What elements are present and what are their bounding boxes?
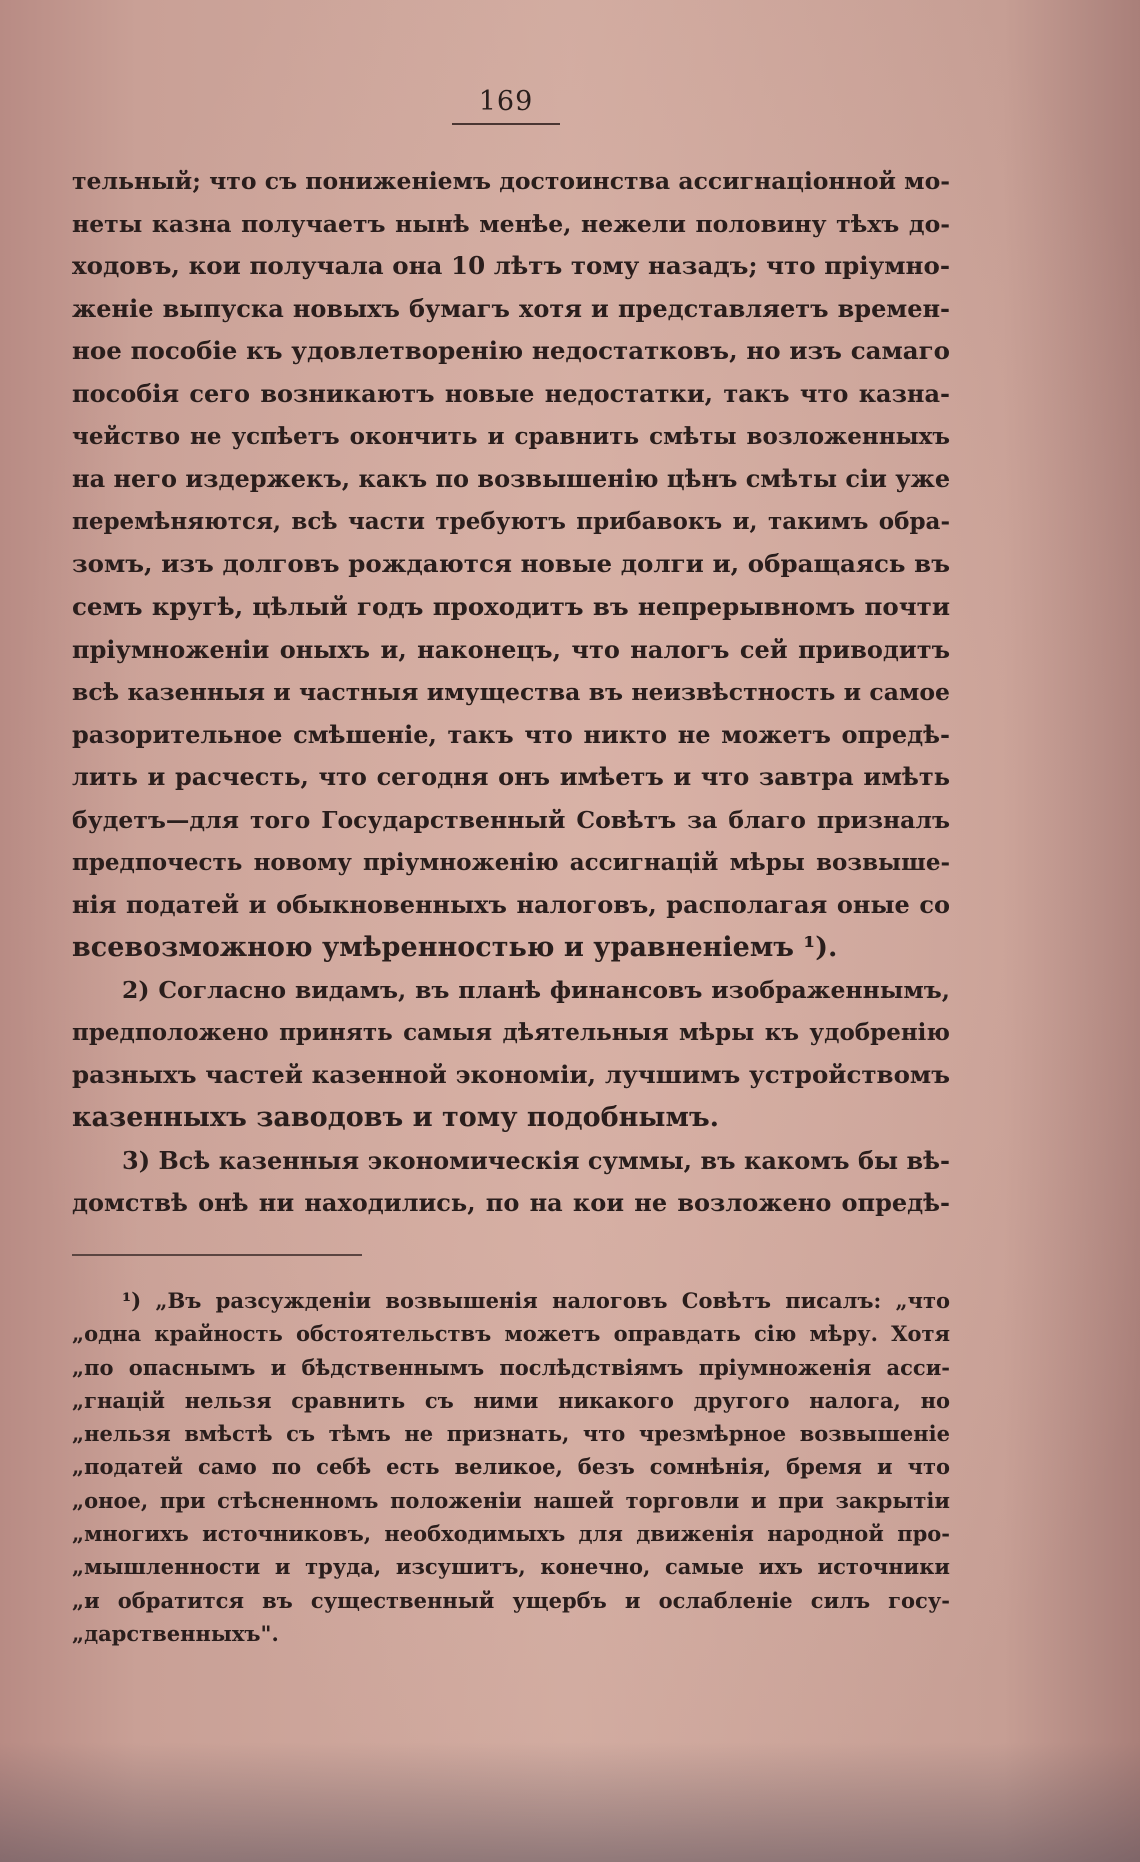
text-line: предпочесть новому пріумноженію ассигнацій мѣры возвыше- [72, 848, 950, 876]
text-line: пособія сего возникаютъ новые недостатки, такъ что казна- [72, 378, 950, 408]
page-number: 169 [478, 86, 534, 117]
text-line: разорительное смѣшеніе, такъ что никто не можетъ опредѣ- [72, 719, 950, 749]
text-line: неты казна получаетъ нынѣ менѣе, нежели половину тѣхъ до- [72, 209, 950, 238]
text-line: будетъ—для того Государственный Совѣтъ за благо призналъ [72, 805, 950, 834]
footnote-line: „по опаснымъ и бѣдственнымъ послѣдствіямъ пріумноженія асси- [72, 1354, 950, 1380]
text-line: предположено принять самыя дѣятельныя мѣры къ удобренію [72, 1018, 950, 1046]
footnote-line: „оное, при стѣсненномъ положеніи нашей торговли и при закрытіи [72, 1487, 950, 1513]
text-line: разныхъ частей казенной экономіи, лучшимъ устройствомъ [72, 1060, 950, 1090]
text-line: всевозможною умѣренностью и уравненіемъ ¹). [72, 931, 838, 963]
text-line: зомъ, изъ долговъ рождаются новые долги и, обращаясь въ [72, 549, 950, 579]
text-line: домствѣ онѣ ни находились, по на кои не возложено опредѣ- [72, 1188, 950, 1218]
text-line: 2) Согласно видамъ, въ планѣ финансовъ изображеннымъ, [122, 976, 950, 1005]
text-line: 3) Всѣ казенныя экономическія суммы, въ какомъ бы вѣ- [122, 1145, 950, 1175]
text-line: перемѣняются, всѣ части требуютъ прибавокъ и, такимъ обра- [72, 507, 950, 535]
text-line: чейство не успѣетъ окончить и сравнить смѣты возложенныхъ [72, 422, 950, 450]
text-line: семъ кругѣ, цѣлый годъ проходитъ въ непрерывномъ почти [72, 591, 950, 621]
text-line: на него издержекъ, какъ по возвышенію цѣнъ смѣты сіи уже [72, 464, 951, 494]
text-line: ходовъ, кои получала она 10 лѣтъ тому назадъ; что пріумно- [72, 251, 950, 281]
footnote-line: „и обратится въ существенный ущербъ и ослабленіе силъ госу- [72, 1587, 950, 1613]
footnote-line: „дарственныхъ". [72, 1620, 279, 1646]
footnote-line: „гнацій нельзя сравнить съ ними никакого другого налога, но [72, 1387, 950, 1413]
text-line: ное пособіе къ удовлетворенію недостатковъ, но изъ самаго [72, 336, 950, 366]
footnote-line: „одна крайность обстоятельствъ можетъ оправдать сію мѣру. Хотя [72, 1321, 950, 1347]
footnote-line: „податей само по себѣ есть великое, безъ сомнѣнія, бремя и что [72, 1454, 950, 1480]
footnote [72, 1284, 950, 1650]
footnote-line: „многихъ источниковъ, необходимыхъ для движенія народной про- [72, 1521, 950, 1547]
footnote-line: „мышленности и труда, изсушитъ, конечно, самые ихъ источники [72, 1554, 950, 1580]
footnote-rule [72, 1254, 362, 1256]
text-line: женіе выпуска новыхъ бумагъ хотя и представляетъ времен- [72, 293, 950, 323]
text-line: пріумноженіи оныхъ и, наконецъ, что налогъ сей приводитъ [72, 634, 950, 664]
text-line: казенныхъ заводовъ и тому подобнымъ. [72, 1102, 720, 1134]
footnote-line: ¹) „Въ разсужденіи возвышенія налоговъ Совѣтъ писалъ: „что [122, 1288, 950, 1313]
footnote-line: „нельзя вмѣстѣ съ тѣмъ не признать, что чрезмѣрное возвышеніе [72, 1421, 950, 1447]
text-line: нія податей и обыкновенныхъ налоговъ, располагая оные со [72, 890, 950, 920]
text-line: лить и расчесть, что сегодня онъ имѣетъ и что завтра имѣть [72, 762, 950, 792]
body-text [72, 160, 950, 1225]
page-bottom-shadow [0, 1742, 1140, 1862]
text-line: всѣ казенныя и частныя имущества въ неизвѣстность и самое [72, 678, 950, 707]
text-line: тельный; что съ пониженіемъ достоинства ассигнаціонной мо- [72, 167, 950, 195]
page-number-rule [452, 123, 560, 125]
